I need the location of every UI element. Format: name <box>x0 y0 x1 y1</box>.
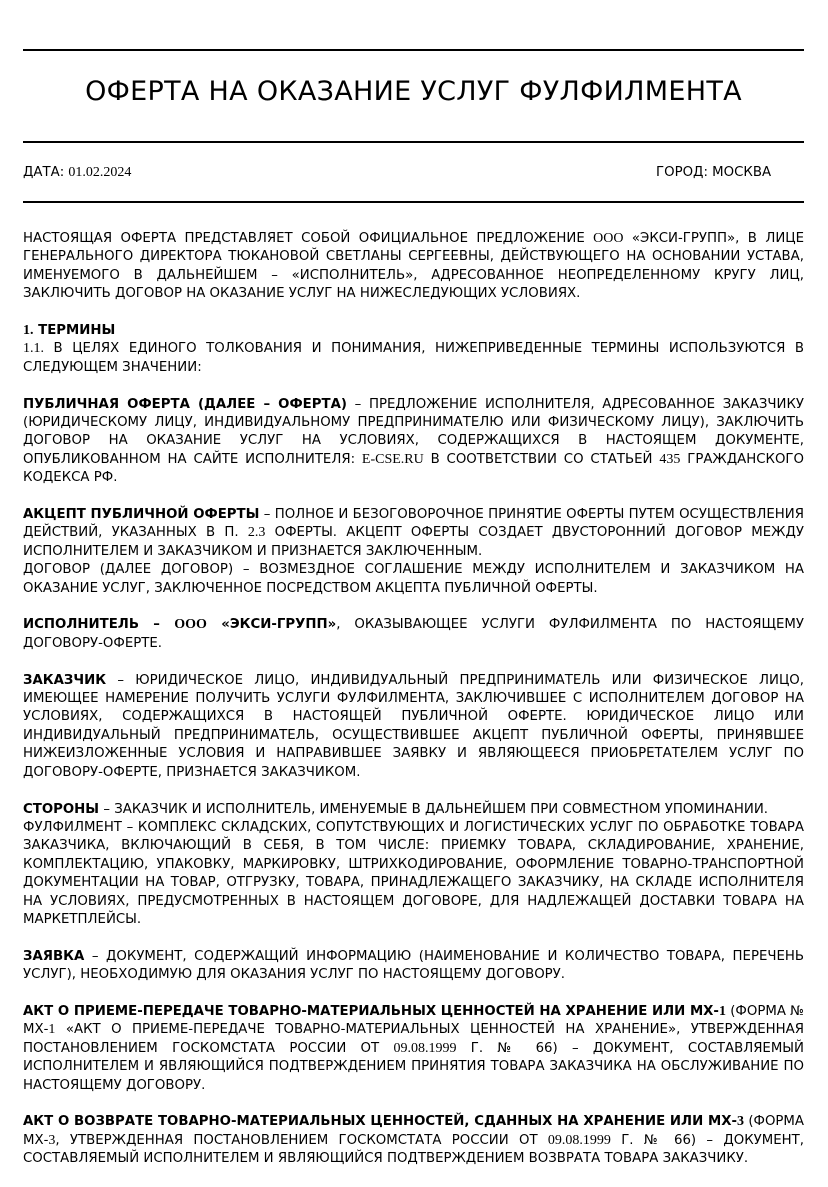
term-acceptance: АКЦЕПТ ПУБЛИЧНОЙ ОФЕРТЫ – ПОЛНОЕ И БЕЗОГОВОРОЧНОЕ ПРИНЯТИЕ ОФЕРТЫ ПУТЕМ ОСУЩЕСТВЛЕНИЯ ДЕЙСТВИЙ, УКАЗАННЫХ В П. 2.3 ОФЕРТЫ. АКЦЕПТ ОФЕРТЫ СОЗДАЕТ ДВУСТОРОННИЙ ДОГОВОР МЕЖДУ ИСПОЛНИТЕЛЕМ И ЗАКАЗЧИКОМ И ПРИЗНАЕТСЯ ЗАКЛЮЧЕННЫМ. <box>23 507 804 559</box>
term-executor: ИСПОЛНИТЕЛЬ – ООО «ЭКСИ-ГРУПП», ОКАЗЫВАЮЩЕЕ УСЛУГИ ФУЛФИЛМЕНТА ПО НАСТОЯЩЕМУ ДОГОВОРУ-ОФЕРТЕ. <box>23 617 804 651</box>
term-mx1: АКТ О ПРИЕМЕ-ПЕРЕДАЧЕ ТОВАРНО-МАТЕРИАЛЬНЫХ ЦЕННОСТЕЙ НА ХРАНЕНИЕ ИЛИ МХ-1 (ФОРМА № МХ-1 «АКТ О ПРИЕМЕ-ПЕРЕДАЧЕ ТОВАРНО-МАТЕРИАЛЬНЫХ ЦЕННОСТЕЙ НА ХРАНЕНИЕ», УТВЕРЖДЕННАЯ ПОСТАНОВЛЕНИЕМ ГОСКОМСТАТА РОССИИ ОТ 09.08.1999 Г. № 66) – ДОКУМЕНТ, СОСТАВЛЯЕМЫЙ ИСПОЛНИТЕЛЕМ И ЯВЛЯЮЩИЙСЯ ПОДТВЕРЖДЕНИЕМ ПРИНЯТИЯ ТОВАРА ЗАКАЗЧИКА НА ОБСЛУЖИВАНИЕ ПО НАСТОЯЩЕМУ ДОГОВОРУ. <box>23 1003 804 1093</box>
document-date <box>23 164 131 182</box>
document-title: ОФЕРТА НА ОКАЗАНИЕ УСЛУГ ФУЛФИЛМЕНТА <box>85 76 742 107</box>
term-fulfillment: ФУЛФИЛМЕНТ – КОМПЛЕКС СКЛАДСКИХ, СОПУТСТВУЮЩИХ И ЛОГИСТИЧЕСКИХ УСЛУГ ПО ОБРАБОТКЕ ТОВАРА ЗАКАЗЧИКА, ВКЛЮЧАЮЩИЙ В СЕБЯ, В ТОМ ЧИСЛЕ: ПРИЕМКУ ТОВАРА, СКЛАДИРОВАНИЕ, ХРАНЕНИЕ, КОМПЛЕКТАЦИЮ, УПАКОВКУ, МАРКИРОВКУ, ШТРИХКОДИРОВАНИЕ, ОФОРМЛЕНИЕ ТОВАРНО-ТРАНСПОРТНОЙ ДОКУМЕНТАЦИИ НА ТОВАР, ОТГРУЗКУ, ТОВАРА, ПРИНАДЛЕЖАЩЕГО ЗАКАЗЧИКУ, НА СКЛАДЕ ИСПОЛНИТЕЛЯ НА УСЛОВИЯХ, ПРЕДУСМОТРЕННЫХ В НАСТОЯЩЕМ ДОГОВОРЕ, ДЛЯ НАДЛЕЖАЩЕЙ ДОСТАВКИ ТОВАРА НА МАРКЕТПЛЕЙСЫ. <box>23 819 804 927</box>
term-application: ЗАЯВКА – ДОКУМЕНТ, СОДЕРЖАЩИЙ ИНФОРМАЦИЮ (НАИМЕНОВАНИЕ И КОЛИЧЕСТВО ТОВАРА, ПЕРЕЧЕНЬ УСЛУГ), НЕОБХОДИМУЮ ДЛЯ ОКАЗАНИЯ УСЛУГ ПО НАСТОЯЩЕМУ ДОГОВОРУ. <box>23 948 804 983</box>
document-city: ГОРОД: МОСКВА <box>656 165 772 180</box>
term-parties: СТОРОНЫ – ЗАКАЗЧИК И ИСПОЛНИТЕЛЬ, ИМЕНУЕМЫЕ В ДАЛЬНЕЙШЕМ ПРИ СОВМЕСТНОМ УПОМИНАНИИ. <box>23 801 769 817</box>
document-body <box>23 230 804 1187</box>
company-form: ООО <box>593 231 624 246</box>
header-rule <box>23 201 804 203</box>
title-rule <box>23 141 804 143</box>
section-heading: 1. ТЕРМИНЫ <box>23 323 116 339</box>
date-value: 01.02.2024 <box>68 165 132 180</box>
term-customer: ЗАКАЗЧИК – ЮРИДИЧЕСКОЕ ЛИЦО, ИНДИВИДУАЛЬНЫЙ ПРЕДПРИНИМАТЕЛЬ ИЛИ ФИЗИЧЕСКОЕ ЛИЦО, ИМЕЮЩЕЕ НАМЕРЕНИЕ ПОЛУЧИТЬ УСЛУГИ ФУЛФИЛМЕНТА, ЗАКЛЮЧИВШЕЕ С ИСПОЛНИТЕЛЕМ ДОГОВОР НА УСЛОВИЯХ, СОДЕРЖАЩИХСЯ В НАСТОЯЩЕЙ ПУБЛИЧНОЙ ОФЕРТЕ. ЮРИДИЧЕСКОЕ ЛИЦО ИЛИ ИНДИВИДУАЛЬНЫЙ ПРЕДПРИНИМАТЕЛЬ, ОСУЩЕСТВИВШЕЕ АКЦЕПТ ПУБЛИЧНОЙ ОФЕРТЫ, ПРИНЯВШЕЕ НИЖЕИЗЛОЖЕННЫЕ УСЛОВИЯ И НАПРАВИВШЕЕ ЗАЯВКУ И ЯВЛЯЮЩЕЕСЯ ПРИОБРЕТАТЕЛЕМ УСЛУГ ПО ДОГОВОРУ-ОФЕРТЕ, ПРИЗНАЕТСЯ ЗАКАЗЧИКОМ. <box>23 672 804 780</box>
clause-1-1: 1.1. В ЦЕЛЯХ ЕДИНОГО ТОЛКОВАНИЯ И ПОНИМАНИЯ, НИЖЕПРИВЕДЕННЫЕ ТЕРМИНЫ ИСПОЛЬЗУЮТСЯ В СЛЕДУЮЩЕМ ЗНАЧЕНИИ: <box>23 341 804 375</box>
top-rule <box>23 49 804 51</box>
intro-paragraph: НАСТОЯЩАЯ ОФЕРТА ПРЕДСТАВЛЯЕТ СОБОЙ ОФИЦИАЛЬНОЕ ПРЕДЛОЖЕНИЕ ООО «ЭКСИ-ГРУПП», В ЛИЦЕ ГЕНЕРАЛЬНОГО ДИРЕКТОРА ТЮКАНОВОЙ СВЕТЛАНЫ СЕРГЕЕВНЫ, ДЕЙСТВУЮЩЕГО НА ОСНОВАНИИ УСТАВА, ИМЕНУЕМОГО В ДАЛЬНЕЙШЕМ – «ИСПОЛНИТЕЛЬ», АДРЕСОВАННОЕ НЕОПРЕДЕЛЕННОМУ КРУГУ ЛИЦ, ЗАКЛЮЧИТЬ ДОГОВОР НА ОКАЗАНИЕ УСЛУГ НА НИЖЕСЛЕДУЮЩИХ УСЛОВИЯХ. <box>23 231 805 302</box>
date-label: ДАТА: <box>23 165 69 180</box>
site-link: E-CSE.RU <box>361 451 424 467</box>
term-contract: ДОГОВОР (ДАЛЕЕ ДОГОВОР) – ВОЗМЕЗДНОЕ СОГЛАШЕНИЕ МЕЖДУ ИСПОЛНИТЕЛЕМ И ЗАКАЗЧИКОМ НА ОКАЗАНИЕ УСЛУГ, ЗАКЛЮЧЕННОЕ ПОСРЕДСТВОМ АКЦЕПТА ПУБЛИЧНОЙ ОФЕРТЫ. <box>23 562 804 596</box>
term-public-offer: ПУБЛИЧНАЯ ОФЕРТА (ДАЛЕЕ – ОФЕРТА) – ПРЕДЛОЖЕНИЕ ИСПОЛНИТЕЛЯ, АДРЕСОВАННОЕ ЗАКАЗЧИКУ (ЮРИДИЧЕСКОМУ ЛИЦУ, ИНДИВИДУАЛЬНОМУ ПРЕДПРИНИМАТЕЛЮ ИЛИ ФИЗИЧЕСКОМУ ЛИЦУ), ЗАКЛЮЧИТЬ ДОГОВОР НА ОКАЗАНИЕ УСЛУГ НА УСЛОВИЯХ, СОДЕРЖАЩИХСЯ В НАСТОЯЩЕМ ДОКУМЕНТЕ, ОПУБЛИКОВАННОМ НА САЙТЕ ИСПОЛНИТЕЛЯ: E-CSE.RU В СООТВЕТСТВИИ СО СТАТЬЕЙ 435 ГРАЖДАНСКОГО КОДЕКСА РФ. <box>23 396 804 486</box>
term-mx3: АКТ О ВОЗВРАТЕ ТОВАРНО-МАТЕРИАЛЬНЫХ ЦЕННОСТЕЙ, СДАННЫХ НА ХРАНЕНИЕ ИЛИ МХ-3 (ФОРМА МХ-3, УТВЕРЖДЕННАЯ ПОСТАНОВЛЕНИЕМ ГОСКОМСТАТА РОССИИ ОТ 09.08.1999 Г. № 66) – ДОКУМЕНТ, СОСТАВЛЯЕМЫЙ ИСПОЛНИТЕЛЕМ И ЯВЛЯЮЩИЙСЯ ПОДТВЕРЖДЕНИЕМ ВОЗВРАТА ТОВАРА ЗАКАЗЧИКУ. <box>23 1114 805 1167</box>
